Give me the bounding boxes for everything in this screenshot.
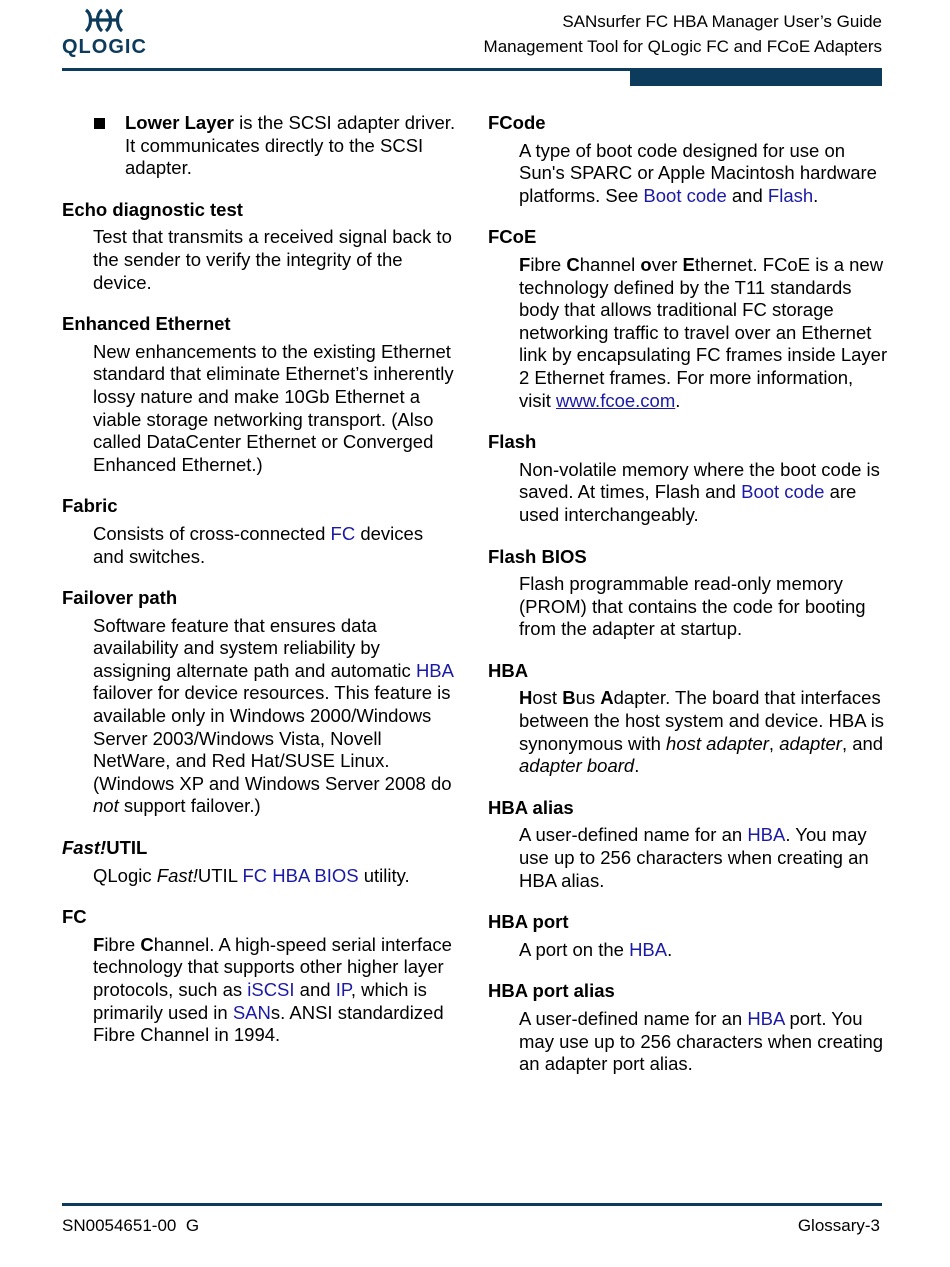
left-column: [62, 112, 457, 1066]
link-hba[interactable]: HBA: [415, 659, 453, 681]
def-fcoe: Fibre Channel over Ethernet. FCoE is a new technology defined by the T11 standards body that allows traditional FC storage networking traffic to travel over an Ethernet link by encapsulating FC frames inside Layer 2 Ethernet frames. For more information, visit www.fcoe.com.: [519, 253, 888, 411]
link-hba[interactable]: HBA: [629, 938, 668, 960]
term-enhanced-ethernet: Enhanced Ethernet: [62, 313, 231, 335]
header-title-line1: SANsurfer FC HBA Manager User’s Guide: [562, 12, 882, 31]
term-fc: FC: [62, 906, 87, 928]
def-hba: Host Bus Adapter. The board that interfaces between the host system and device. HBA is synonymous with host adapter, adapter, and adapter board.: [519, 687, 885, 777]
def-enhanced-ethernet: New enhancements to the existing Ethernet standard that eliminate Ethernet’s inherently lossy nature and make 10Gb Ethernet a viable storage networking transport. (Also called DataCenter Ethernet or Converged Enhanced Ethernet.): [93, 340, 454, 475]
link-ip[interactable]: IP: [335, 979, 351, 1000]
term-flash-bios: Flash BIOS: [488, 545, 587, 567]
logo-text: QLOGIC: [62, 36, 147, 58]
link-hba[interactable]: HBA: [747, 1008, 785, 1029]
def-hba-port: A port on the HBA.: [519, 938, 673, 960]
def-fabric: Consists of cross-connected FC devices and switches.: [93, 522, 424, 567]
right-column: [488, 112, 888, 1095]
def-echo: Test that transmits a received signal back to the sender to verify the integrity of the device.: [93, 226, 452, 293]
link-fc[interactable]: FC: [330, 522, 356, 544]
link-fc-hba-bios[interactable]: FC HBA BIOS: [242, 864, 359, 886]
term-fcoe: FCoE: [488, 226, 537, 248]
term-hba-port-alias: HBA port alias: [488, 980, 615, 1002]
link-flash[interactable]: Flash: [767, 184, 814, 206]
def-fc: Fibre Channel. A high-speed serial interface technology that supports other higher layer protocols, such as iSCSI and IP, which is primarily used in SANs. ANSI standardized Fibre Channel in 1994.: [93, 933, 452, 1046]
link-hba[interactable]: HBA: [747, 824, 786, 846]
term-hba: HBA: [488, 659, 529, 681]
term-echo: Echo diagnostic test: [62, 198, 243, 220]
term-lower-layer: Lower Layer: [125, 112, 234, 133]
header-title: [484, 9, 882, 59]
def-fastutil: QLogic Fast!UTIL FC HBA BIOS utility.: [93, 864, 410, 886]
term-flash: Flash: [488, 431, 537, 453]
link-iscsi[interactable]: iSCSI: [247, 979, 295, 1000]
term-fastutil: Fast!UTIL: [62, 837, 148, 859]
header-title-line2: Management Tool for QLogic FC and FCoE Adapters: [483, 37, 882, 56]
term-fcode: FCode: [488, 112, 546, 133]
term-hba-port: HBA port: [488, 911, 569, 933]
qlogic-logo: [62, 6, 152, 62]
link-boot-code[interactable]: Boot code: [643, 184, 727, 206]
term-failover: Failover path: [62, 587, 178, 609]
term-hba-alias: HBA alias: [488, 796, 574, 818]
def-flash: Non-volatile memory where the boot code is saved. At times, Flash and Boot code are used interchangeably.: [519, 458, 880, 525]
def-hba-port-alias: A user-defined name for an HBA port. You may use up to 256 characters when creating an adapter port alias.: [519, 1008, 884, 1075]
def-flash-bios: Flash programmable read-only memory (PROM) that contains the code for booting from the adapter at startup.: [519, 573, 866, 640]
term-fabric: Fabric: [62, 495, 118, 517]
link-boot-code[interactable]: Boot code: [741, 481, 825, 503]
square-bullet-icon: [94, 118, 105, 129]
footer-doc-number: SN0054651-00 G: [62, 1216, 200, 1235]
footer-rule: [62, 1203, 882, 1206]
header-accent-block: [630, 71, 882, 86]
list-item-lower-layer: Lower Layer is the SCSI adapter driver. It communicates directly to the SCSI adapter.: [62, 112, 457, 180]
def-failover: Software feature that ensures data availability and system reliability by assigning alternate path and automatic HBA failover for device resources. This feature is available only in Windows 2000/Windows Server 2003/Windows Vista, Novell NetWare, and Red Hat/SUSE Linux. (Windows XP and Windows Server 2008 do not support failover.): [93, 614, 453, 817]
footer-page-number: Glossary-3: [797, 1216, 880, 1235]
def-hba-alias: A user-defined name for an HBA. You may use up to 256 characters when creating an HBA alias.: [519, 824, 869, 891]
link-fcoe-website[interactable]: www.fcoe.com: [556, 389, 676, 411]
def-fcode: A type of boot code designed for use on Sun's SPARC or Apple Macintosh hardware platforms. See Boot code and Flash.: [519, 139, 877, 206]
qlogic-logo-mark-icon: [82, 6, 126, 36]
link-san[interactable]: SAN: [232, 1001, 271, 1023]
